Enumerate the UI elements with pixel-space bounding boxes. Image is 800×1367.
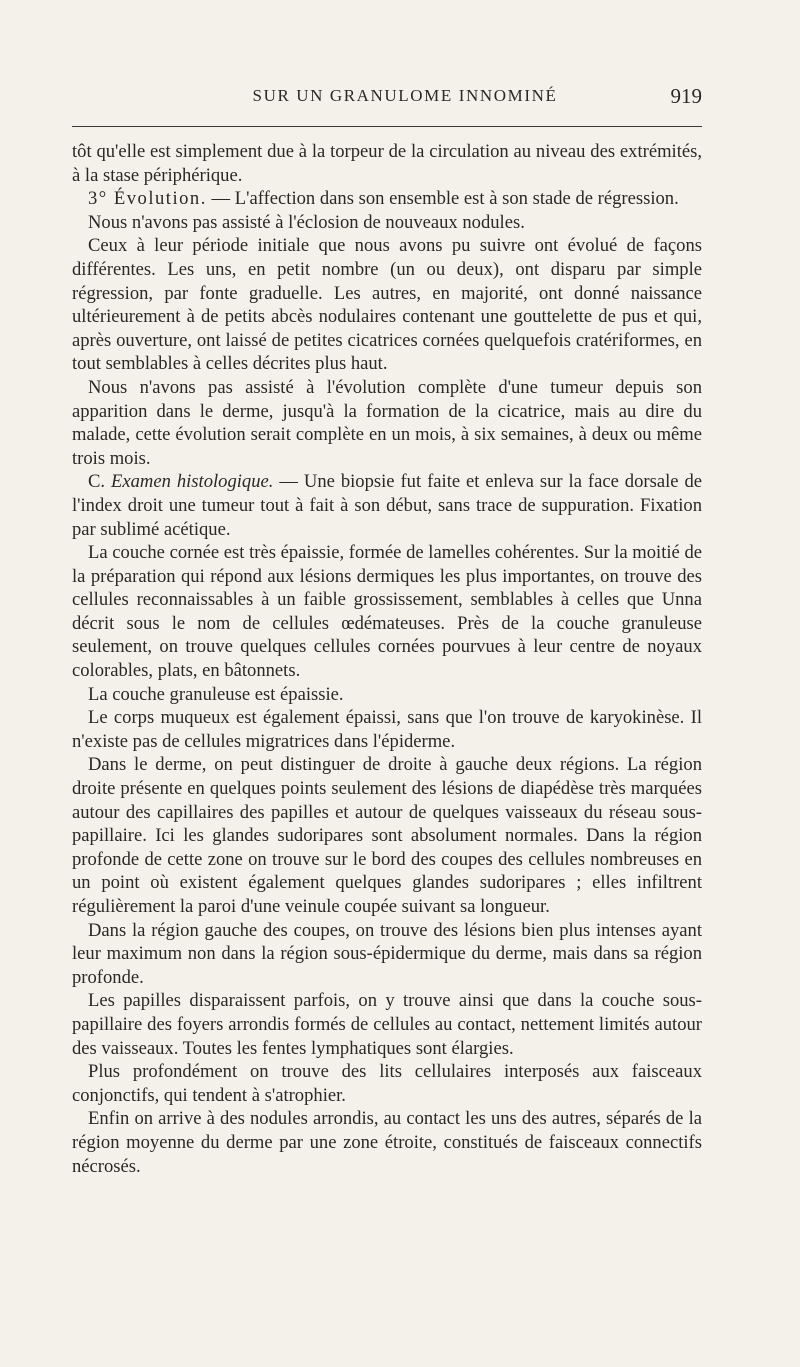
body-text xyxy=(72,140,702,1178)
paragraph: Nous n'avons pas assisté à l'évolution complète d'une tumeur depuis son apparition dans le derme, jusqu'à la formation de la cicatrice, mais au dire du malade, cette évolution serait complète en un mois, à six semaines, à deux ou même trois mois. xyxy=(72,376,702,469)
section-prefix: C. xyxy=(88,471,111,493)
evolution-paragraph xyxy=(72,187,702,211)
paragraph: Dans la région gauche des coupes, on trouve des lésions bien plus intenses ayant leur maximum non dans la région sous-épidermique du derme, mais dans sa région profonde. xyxy=(72,919,702,988)
paragraph: Le corps muqueux est également épaissi, sans que l'on trouve de karyokinèse. Il n'existe pas de cellules migratrices dans l'épiderme. xyxy=(72,707,702,752)
header-rule xyxy=(72,126,702,127)
section-text: — Une biopsie fut faite et enleva sur la face dorsale de l'index droit une tumeur tout à fait à son début, sans trace de suppuration. Fixation par sublimé acétique. xyxy=(72,471,702,540)
paragraph: Dans le derme, on peut distinguer de droite à gauche deux régions. La région droite présente en quelques points seulement des lésions de diapédèse très marquées autour des capillaires des papilles et autour de quelques vaisseaux du réseau sous-papillaire. Ici les glandes sudoripares sont absolument normales. Dans la région profonde de cette zone on trouve sur le bord des coupes des cellules nombreuses en un point où existent également quelques glandes sudoripares ; elles infiltrent régulièrement la paroi d'une veinule coupée suivant sa longueur. xyxy=(72,754,702,917)
paragraph: La couche granuleuse est épaissie. xyxy=(88,683,344,705)
paragraph: Les papilles disparaissent parfois, on y trouve ainsi que dans la couche sous-papillaire des foyers arrondis formés de cellules au contact, nettement limités autour des vaisseaux. Toutes les fentes lymphatiques sont élargies. xyxy=(72,990,702,1059)
histology-paragraph xyxy=(72,470,702,541)
paragraph: Plus profondément on trouve des lits cellulaires interposés aux faisceaux conjonctifs, qui tendent à s'atrophier. xyxy=(72,1061,702,1106)
paragraph: Nous n'avons pas assisté à l'éclosion de nouveaux nodules. xyxy=(88,211,525,233)
section-title: Examen histologique. xyxy=(111,471,274,493)
paragraph: La couche cornée est très épaissie, formée de lamelles cohérentes. Sur la moitié de la préparation qui répond aux lésions dermiques les plus importantes, on trouve des cellules reconnaissables à un faible grossissement, semblables à celles que Unna décrit sous le nom de cellules œdémateuses. Près de la couche granuleuse seulement, on trouve quelques cellules cornées pourvues à leur centre de noyaux colorables, plats, en bâtonnets. xyxy=(72,542,702,682)
running-title: SUR UN GRANULOME INNOMINÉ xyxy=(252,86,558,105)
paragraph: Enfin on arrive à des nodules arrondis, au contact les uns des autres, séparés de la région moyenne du derme par une zone étroite, constitués de faisceaux connectifs nécrosés. xyxy=(72,1108,702,1177)
page-number: 919 xyxy=(670,84,702,108)
running-head xyxy=(72,82,702,122)
paragraph: Ceux à leur période initiale que nous avons pu suivre ont évolué de façons différentes. Les uns, en petit nombre (un ou deux), ont disparu par simple régression, par fonte graduelle. Les autres, en majorité, ont donné naissance ultérieurement à de petits abcès nodulaires contenant une gouttelette de pus et qui, après ouverture, ont laissé de petites cicatrices cornées quelquefois cratériformes, en tout semblables à celles décrites plus haut. xyxy=(72,235,702,375)
section-label: 3° Évolution. xyxy=(88,188,207,210)
paragraph: tôt qu'elle est simplement due à la torpeur de la circulation au niveau des extrémités, à la stase périphérique. xyxy=(72,141,702,186)
section-text: — L'affection dans son ensemble est à son stade de régression. xyxy=(206,188,679,210)
